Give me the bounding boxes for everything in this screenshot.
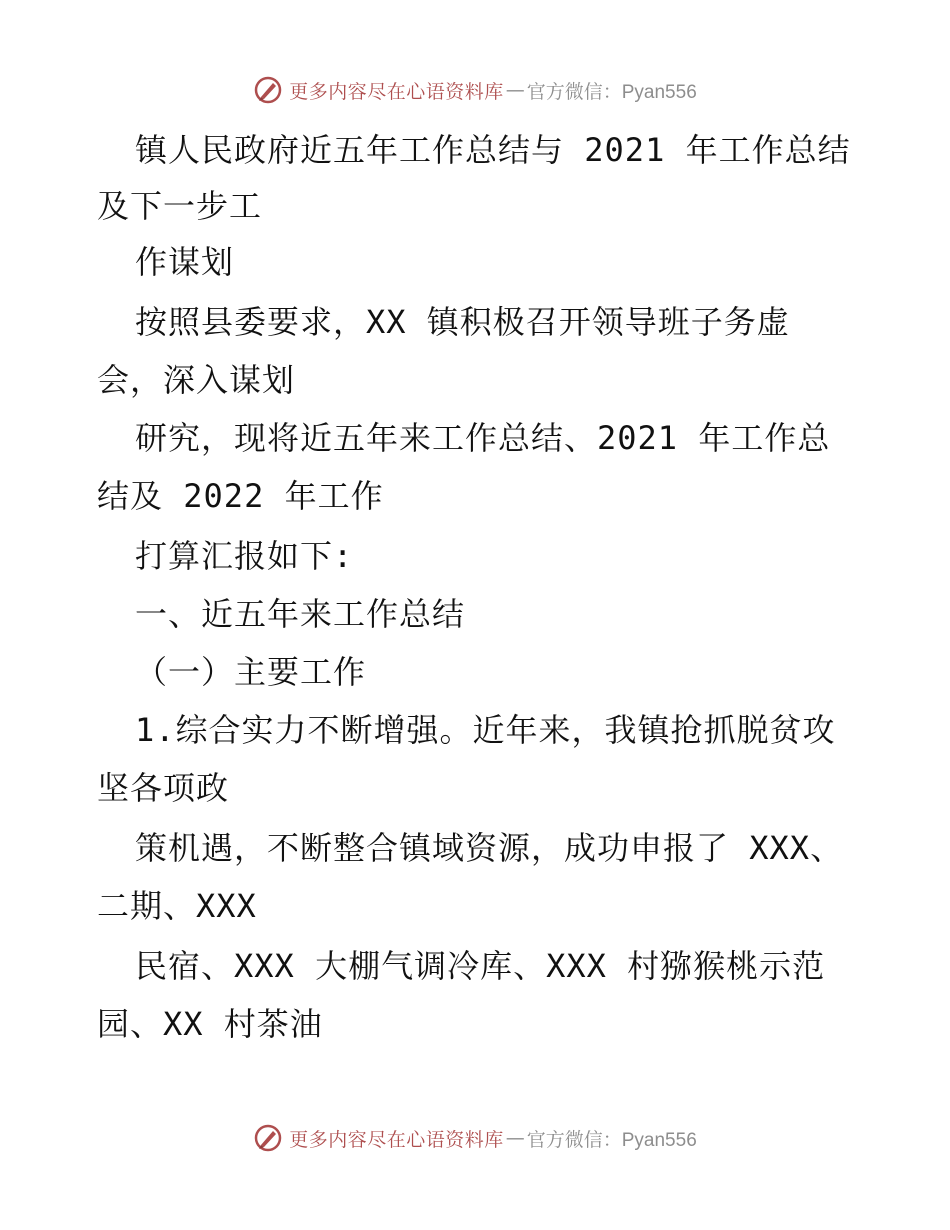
watermark-contact: 官方微信：Pyan556 <box>526 81 697 103</box>
text-line: 会，深入谋划 <box>97 361 296 399</box>
text-line: 作谋划 <box>135 243 235 281</box>
text-line: 民宿、XXX 大棚气调冷库、XXX 村猕猴桃示范 <box>135 947 826 985</box>
text-line: 按照县委要求，XX 镇积极召开领导班子务虚 <box>135 303 790 341</box>
text-line: 研究，现将近五年来工作总结、2021 年工作总 <box>135 419 831 457</box>
text-line: 打算汇报如下: <box>135 537 354 575</box>
footer-watermark <box>0 1118 950 1158</box>
pen-logo-icon <box>253 75 283 105</box>
header-watermark <box>0 70 950 110</box>
text-line: 及下一步工 <box>97 187 263 225</box>
pen-logo-icon <box>253 1123 283 1153</box>
watermark-contact: 官方微信：Pyan556 <box>526 1129 697 1151</box>
text-line: 园、XX 村茶油 <box>97 1005 323 1043</box>
text-line: 1.综合实力不断增强。近年来，我镇抢抓脱贫攻 <box>135 711 836 749</box>
text-line: 策机遇，不断整合镇域资源，成功申报了 XXX、 <box>135 829 844 867</box>
text-line: 结及 2022 年工作 <box>97 477 384 515</box>
watermark-brand: 更多内容尽在心语资料库 <box>289 80 504 103</box>
watermark-separator: — <box>505 1127 525 1149</box>
text-line: （一）主要工作 <box>135 653 367 691</box>
text-line: 一、近五年来工作总结 <box>135 595 466 633</box>
text-line: 镇人民政府近五年工作总结与 2021 年工作总结 <box>135 131 851 169</box>
text-line: 坚各项政 <box>97 769 230 807</box>
watermark-separator: — <box>505 79 525 101</box>
watermark-brand: 更多内容尽在心语资料库 <box>289 1128 504 1151</box>
text-line: 二期、XXX <box>97 887 257 925</box>
